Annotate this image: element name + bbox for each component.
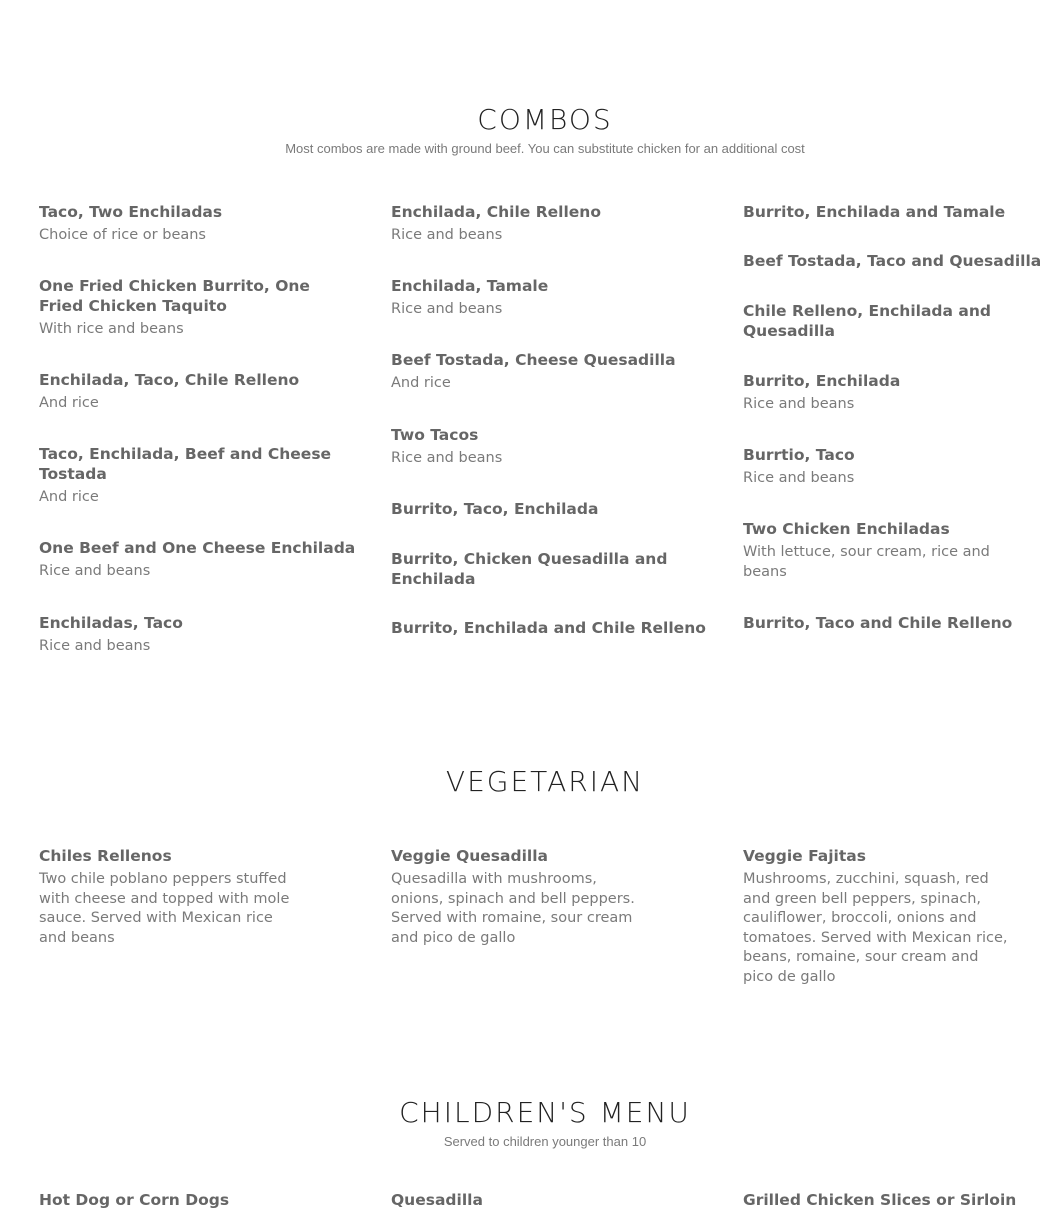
item-name: Enchilada, Chile Relleno: [391, 203, 601, 221]
item-desc: Rice and beans: [391, 227, 503, 243]
menu-item: [39, 202, 349, 246]
item-desc: With rice and beans: [39, 321, 184, 337]
menu-item: [391, 202, 711, 246]
menu-item: [39, 846, 304, 948]
menu-item: [39, 1190, 349, 1210]
childrens-menu-title: CHILDREN'S MENU: [399, 1096, 691, 1129]
item-name: Beef Tostada, Cheese Quesadilla: [391, 351, 676, 369]
menu-item: [39, 370, 349, 414]
menu-item: [391, 350, 711, 394]
menu-item: [39, 276, 349, 340]
item-name: Taco, Two Enchiladas: [39, 203, 223, 221]
menu-item: [391, 846, 646, 948]
menu-item: [743, 371, 1033, 415]
item-desc: Rice and beans: [743, 396, 855, 412]
item-desc: Quesadilla with mushrooms, onions, spinach and bell peppers. Served with romaine, sour cream and pico de gallo: [391, 871, 635, 946]
item-name: Veggie Fajitas: [743, 847, 866, 865]
item-name: Veggie Quesadilla: [391, 847, 548, 865]
item-name: Chiles Rellenos: [39, 847, 172, 865]
vegetarian-title: VEGETARIAN: [445, 765, 645, 798]
item-desc: And rice: [39, 489, 99, 505]
item-desc: Rice and beans: [743, 470, 855, 486]
menu-item: [743, 301, 1013, 341]
menu-item: [39, 613, 349, 657]
item-name: Burrito, Taco, Enchilada: [391, 500, 599, 518]
item-name: Beef Tostada, Taco and Quesadilla: [743, 252, 1042, 270]
item-desc: And rice: [391, 375, 451, 391]
item-name: Burrito, Enchilada and Tamale: [743, 203, 1006, 221]
item-name: Burrito, Chicken Quesadilla and Enchilada: [391, 550, 668, 588]
menu-item: [391, 425, 711, 469]
item-name: Burrito, Taco and Chile Relleno: [743, 614, 1013, 632]
combos-title: COMBOS: [477, 103, 613, 136]
item-name: Two Tacos: [391, 426, 479, 444]
item-name: Enchiladas, Taco: [39, 614, 183, 632]
item-name: Chile Relleno, Enchilada and Quesadilla: [743, 302, 991, 340]
item-name: Burrito, Enchilada and Chile Relleno: [391, 619, 706, 637]
menu-item: [743, 613, 1043, 633]
menu-item: [39, 538, 359, 582]
item-name: Taco, Enchilada, Beef and Cheese Tostada: [39, 445, 332, 483]
item-name: One Fried Chicken Burrito, One Fried Chicken Taquito: [39, 277, 310, 315]
childrens-menu-subtitle: Served to children younger than 10: [443, 1134, 647, 1149]
menu-item: [743, 445, 1033, 489]
menu-item: [391, 618, 711, 638]
item-name: Enchilada, Taco, Chile Relleno: [39, 371, 300, 389]
item-name: Grilled Chicken Slices or Sirloin: [743, 1191, 1017, 1209]
menu-item: [391, 1190, 701, 1210]
menu-item: [391, 549, 691, 589]
menu-item: [391, 276, 711, 320]
item-desc: Rice and beans: [39, 638, 151, 654]
menu-item: [39, 444, 339, 508]
item-desc: Mushrooms, zucchini, squash, red and green bell peppers, spinach, cauliflower, broccoli, onions and tomatoes. Served with Mexican rice, beans, romaine, sour cream and pico de gallo: [743, 871, 1008, 985]
menu-item: [743, 1190, 1043, 1210]
item-desc: Rice and beans: [39, 563, 151, 579]
item-name: Burrito, Enchilada: [743, 372, 901, 390]
item-name: Two Chicken Enchiladas: [743, 520, 950, 538]
item-desc: With lettuce, sour cream, rice and beans: [743, 544, 990, 580]
item-name: One Beef and One Cheese Enchilada: [39, 539, 356, 557]
menu-item: [743, 846, 1013, 988]
item-desc: Rice and beans: [391, 301, 503, 317]
item-name: Hot Dog or Corn Dogs: [39, 1191, 230, 1209]
combos-subtitle: Most combos are made with ground beef. You can substitute chicken for an additional cost: [285, 141, 805, 156]
menu-item: [391, 499, 711, 519]
menu-item: [743, 202, 1043, 222]
item-desc: Choice of rice or beans: [39, 227, 206, 243]
menu-item: [743, 251, 1043, 271]
item-desc: Rice and beans: [391, 450, 503, 466]
item-name: Quesadilla: [391, 1191, 483, 1209]
item-desc: Two chile poblano peppers stuffed with cheese and topped with mole sauce. Served with Mexican rice and beans: [39, 871, 290, 946]
item-name: Enchilada, Tamale: [391, 277, 549, 295]
item-desc: And rice: [39, 395, 99, 411]
menu-item: [743, 519, 1008, 582]
item-name: Burrtio, Taco: [743, 446, 855, 464]
